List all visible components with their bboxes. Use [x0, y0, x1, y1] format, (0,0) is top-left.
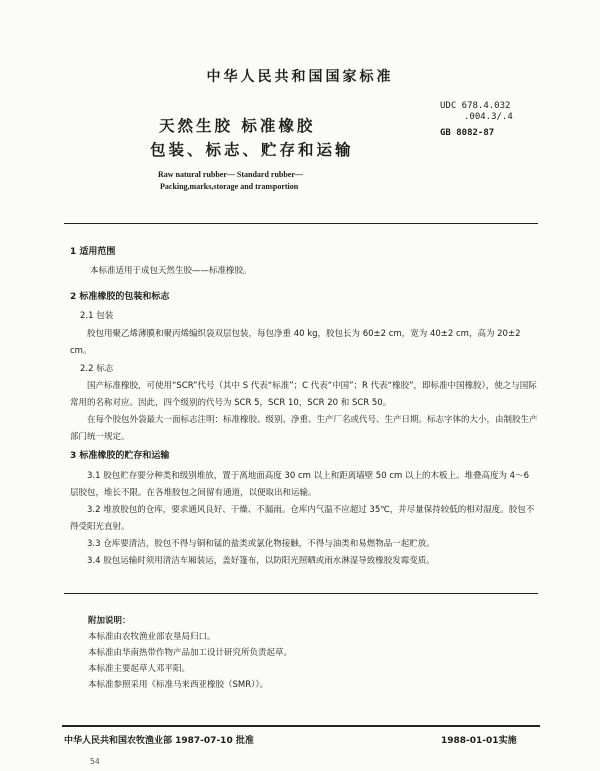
section-1-text: 本标准适用于成包天然生胶——标准橡胶。	[90, 266, 252, 276]
note-item: 本标准主要起草人邓平阳。	[88, 664, 191, 674]
section-2-2-text-2: 在每个胶包外袋最大一面标志注明：标准橡胶、级别、净重、生产厂名或代号、生产日期。标志字体的大小，由制胶生产部门统一规定。	[70, 415, 538, 442]
udc-code-line1: UDC 678.4.032	[440, 101, 511, 111]
section-2-1-text: 胶包用聚乙烯薄膜和聚丙烯编织袋双层包装，每包净重 40 kg，胶包长为 60±2 cm，宽为 40±2 cm，高为 20±2 cm。	[70, 329, 521, 356]
title-english-line2: Packing,marks,storage and transportion	[160, 182, 299, 191]
note-item: 本标准由华南热带作物产品加工设计研究所负责起草。	[88, 648, 293, 658]
gb-code: GB 8082-87	[440, 128, 495, 138]
notes-divider	[64, 593, 538, 594]
section-3-2-text: 3.2 堆放胶包的仓库，要求通风良好、干燥、不漏雨。仓库内气温不应超过 35℃，并尽量保持较低的相对湿度。胶包不得受阳光直射。	[70, 505, 535, 532]
section-2-1-title: 2.1 包装	[80, 311, 114, 321]
section-2-title: 2 标准橡胶的包装和标志	[70, 292, 170, 302]
note-item: 本标准由农牧渔业部农垦局归口。	[88, 632, 216, 642]
header-divider	[64, 223, 538, 224]
title-english-line1: Raw natural rubber— Standard rubber—	[158, 170, 303, 179]
section-3-title: 3 标准橡胶的贮存和运输	[70, 451, 170, 461]
implementation-date: 1988-01-01实施	[441, 736, 517, 746]
section-3-3-text: 3.3 仓库要清洁，胶包不得与铜和锰的盐类或氯化物接触，不得与油类和易燃物品一起贮放。	[87, 539, 435, 549]
udc-code-line2: .004.3/.4	[464, 112, 513, 122]
section-3-1-text: 3.1 胶包贮存要分种类和级别堆放，置于离地面高度 30 cm 以上和距离墙壁 50 cm 以上的木板上。堆叠高度为 4～6 层胶包，堆长不限。在各堆胶包之间留有通道，以便取出和运输。	[70, 471, 529, 498]
footer-divider	[62, 725, 540, 727]
title-chinese-line2: 包装、标志、贮存和运输	[150, 141, 354, 159]
standard-header: 中华人民共和国国家标准	[206, 69, 394, 85]
section-2-2-text-1: 国产标准橡胶，可使用“SCR”代号（其中 S 代表“标准”；C 代表“中国”；R 代表“橡胶”，即标准中国橡胶），使之与国际常用的名称对应。因此，四个级别的代号为 SCR 5，SCR 10，SCR 20 和 SCR 50。	[70, 381, 537, 408]
title-chinese-line1: 天然生胶 标准橡胶	[159, 117, 316, 135]
approval-line: 中华人民共和国农牧渔业部 1987-07-10 批准	[64, 736, 254, 746]
notes-title: 附加说明：	[88, 616, 131, 626]
section-3-4-text: 3.4 胶包运输时须用清洁车厢装运，盖好篷布，以防阳光照晒或雨水淋湿导致橡胶发霉变质。	[87, 556, 435, 566]
page-number: 54	[90, 757, 100, 766]
section-2-2-title: 2.2 标志	[80, 364, 114, 374]
note-item: 本标准参照采用《标准马来西亚橡胶（SMR）》。	[88, 680, 269, 690]
section-1-title: 1 适用范围	[70, 247, 116, 257]
